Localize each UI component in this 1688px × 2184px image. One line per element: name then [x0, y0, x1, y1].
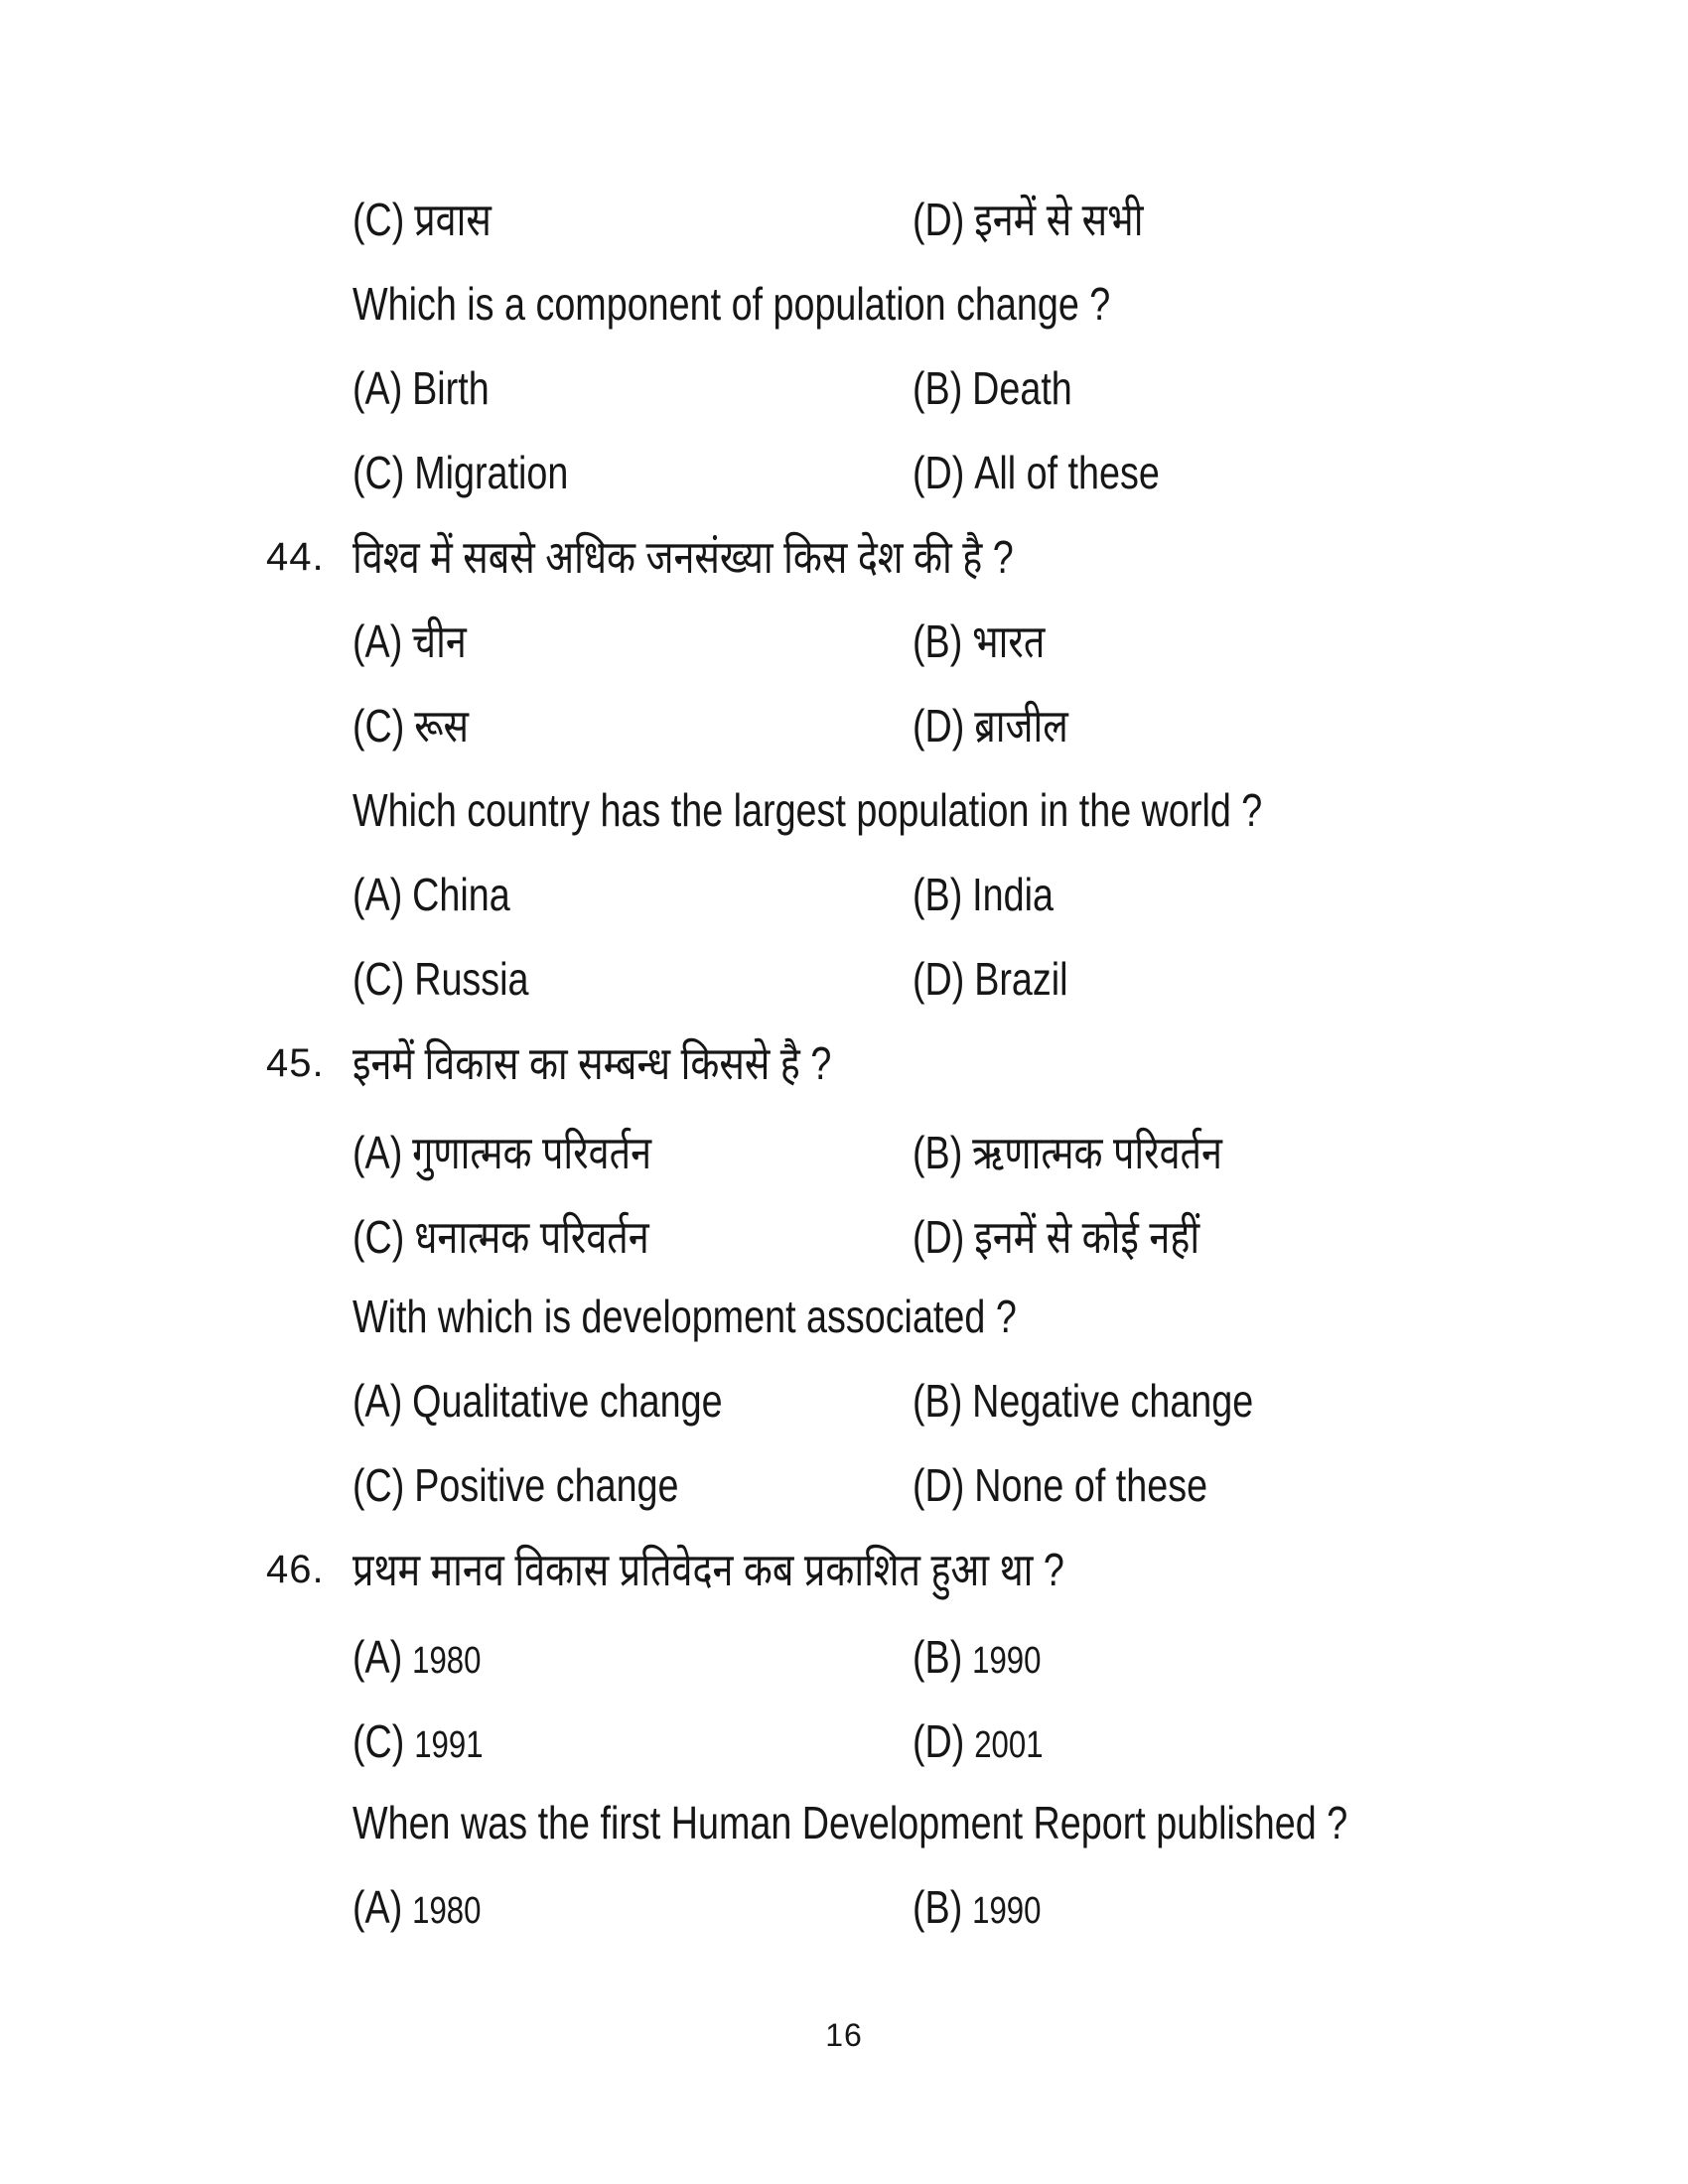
option-label: (D) [913, 1715, 965, 1767]
option-label: (D) [913, 447, 965, 498]
option-a [352, 1629, 509, 1689]
question-row [0, 782, 1688, 844]
options-row [0, 1373, 1688, 1434]
option-text: गुणात्मक परिवर्तन [412, 1127, 652, 1178]
option-label: (C) [352, 1459, 405, 1511]
option-label: (A) [352, 362, 403, 414]
option-label: (D) [913, 700, 965, 751]
option-label: (B) [913, 1881, 963, 1933]
options-row [0, 698, 1688, 759]
option-label: (B) [913, 615, 963, 667]
option-label: (D) [913, 194, 965, 245]
options-row [0, 1457, 1688, 1519]
option-text: India [972, 869, 1054, 920]
options-row [0, 445, 1688, 506]
option-text: Positive change [414, 1459, 679, 1511]
option-label: (C) [352, 194, 405, 245]
option-text: 1990 [972, 1890, 1042, 1932]
options-row [0, 867, 1688, 928]
option-label: (B) [913, 869, 963, 920]
options-row [0, 1713, 1688, 1775]
option-b [913, 1125, 1290, 1180]
option-d [913, 951, 1102, 1007]
option-c [352, 445, 616, 500]
option-text: Negative change [972, 1375, 1254, 1427]
option-label: (B) [913, 362, 963, 414]
option-c [352, 192, 522, 247]
option-text: 1990 [972, 1640, 1042, 1682]
option-text: Qualitative change [412, 1375, 723, 1427]
option-label: (B) [913, 1631, 963, 1683]
option-text: Russia [414, 953, 529, 1005]
option-b [913, 867, 1084, 922]
options-row [0, 192, 1688, 253]
question-number: 45. [266, 1041, 325, 1085]
option-label: (D) [913, 1459, 965, 1511]
option-a [352, 867, 545, 922]
question-row [0, 1289, 1688, 1350]
option-text: ऋणात्मक परिवर्तन [972, 1127, 1222, 1178]
option-label: (A) [352, 1881, 403, 1933]
option-text: प्रवास [414, 194, 492, 245]
option-d [913, 445, 1213, 500]
option-label: (D) [913, 953, 965, 1005]
option-text: None of these [974, 1459, 1208, 1511]
option-text: ब्राजील [974, 700, 1068, 751]
option-label: (A) [352, 1375, 403, 1427]
option-b [913, 614, 1074, 669]
option-d [913, 1209, 1263, 1265]
option-label: (C) [352, 447, 405, 498]
question-text-en: Which is a component of population change ? [352, 278, 1111, 330]
question-text-en: With which is development associated ? [352, 1291, 1017, 1342]
option-d [913, 1457, 1272, 1513]
question-number: 44. [266, 535, 325, 579]
question-text-hi: इनमें विकास का सम्बन्ध किससे है ? [352, 1037, 832, 1089]
option-text: 2001 [974, 1724, 1044, 1766]
option-b [913, 1373, 1329, 1429]
option-text: 1980 [412, 1890, 482, 1932]
option-c [352, 1209, 714, 1265]
option-label: (A) [352, 869, 403, 920]
option-text: रूस [414, 700, 470, 751]
question-text-hi: प्रथम मानव विकास प्रतिवेदन कब प्रकाशित हुआ था ? [352, 1544, 1064, 1595]
page-number: 16 [825, 2017, 863, 2053]
option-d [913, 1713, 1071, 1773]
option-label: (C) [352, 700, 405, 751]
option-c [352, 951, 567, 1007]
option-text: धनात्मक परिवर्तन [414, 1211, 649, 1263]
option-label: (B) [913, 1375, 963, 1427]
option-c [352, 1457, 751, 1513]
option-d [913, 698, 1102, 753]
option-c [352, 1713, 511, 1773]
option-text: इनमें से कोई नहीं [974, 1211, 1200, 1263]
option-label: (D) [913, 1211, 965, 1263]
option-b [913, 360, 1107, 416]
option-text: 1991 [414, 1724, 484, 1766]
question-row [0, 1542, 1688, 1603]
option-text: इनमें से सभी [974, 194, 1144, 245]
option-label: (A) [352, 1127, 403, 1178]
option-text: China [412, 869, 510, 920]
option-text: Birth [412, 362, 490, 414]
option-text: Brazil [974, 953, 1068, 1005]
option-b [913, 1629, 1069, 1689]
option-label: (A) [352, 615, 403, 667]
option-text: 1980 [412, 1640, 482, 1682]
options-row [0, 1629, 1688, 1691]
option-a [352, 1125, 717, 1180]
options-row [0, 951, 1688, 1013]
option-text: भारत [972, 615, 1046, 667]
question-row [0, 276, 1688, 338]
option-a [352, 360, 519, 416]
options-row [0, 1125, 1688, 1186]
options-row [0, 360, 1688, 422]
option-b [913, 1879, 1069, 1939]
question-text-en: Which country has the largest population in the world ? [352, 784, 1263, 836]
option-text: All of these [974, 447, 1160, 498]
option-text: Death [972, 362, 1072, 414]
options-row [0, 1209, 1688, 1271]
option-label: (A) [352, 1631, 403, 1683]
options-row [0, 1879, 1688, 1941]
option-c [352, 698, 494, 753]
question-number: 46. [266, 1548, 325, 1591]
option-text: Migration [414, 447, 569, 498]
question-row [0, 529, 1688, 591]
question-text-en: When was the first Human Development Report published ? [352, 1797, 1348, 1848]
option-label: (B) [913, 1127, 963, 1178]
option-a [352, 1879, 509, 1939]
option-label: (C) [352, 1715, 405, 1767]
options-row [0, 614, 1688, 675]
question-row [0, 1035, 1688, 1097]
option-label: (C) [352, 1211, 405, 1263]
option-d [913, 192, 1195, 247]
option-a [352, 614, 492, 669]
option-label: (C) [352, 953, 405, 1005]
question-text-hi: विश्व में सबसे अधिक जनसंख्या किस देश की है ? [352, 531, 1014, 583]
question-row [0, 1795, 1688, 1856]
option-a [352, 1373, 803, 1429]
option-text: चीन [412, 615, 467, 667]
